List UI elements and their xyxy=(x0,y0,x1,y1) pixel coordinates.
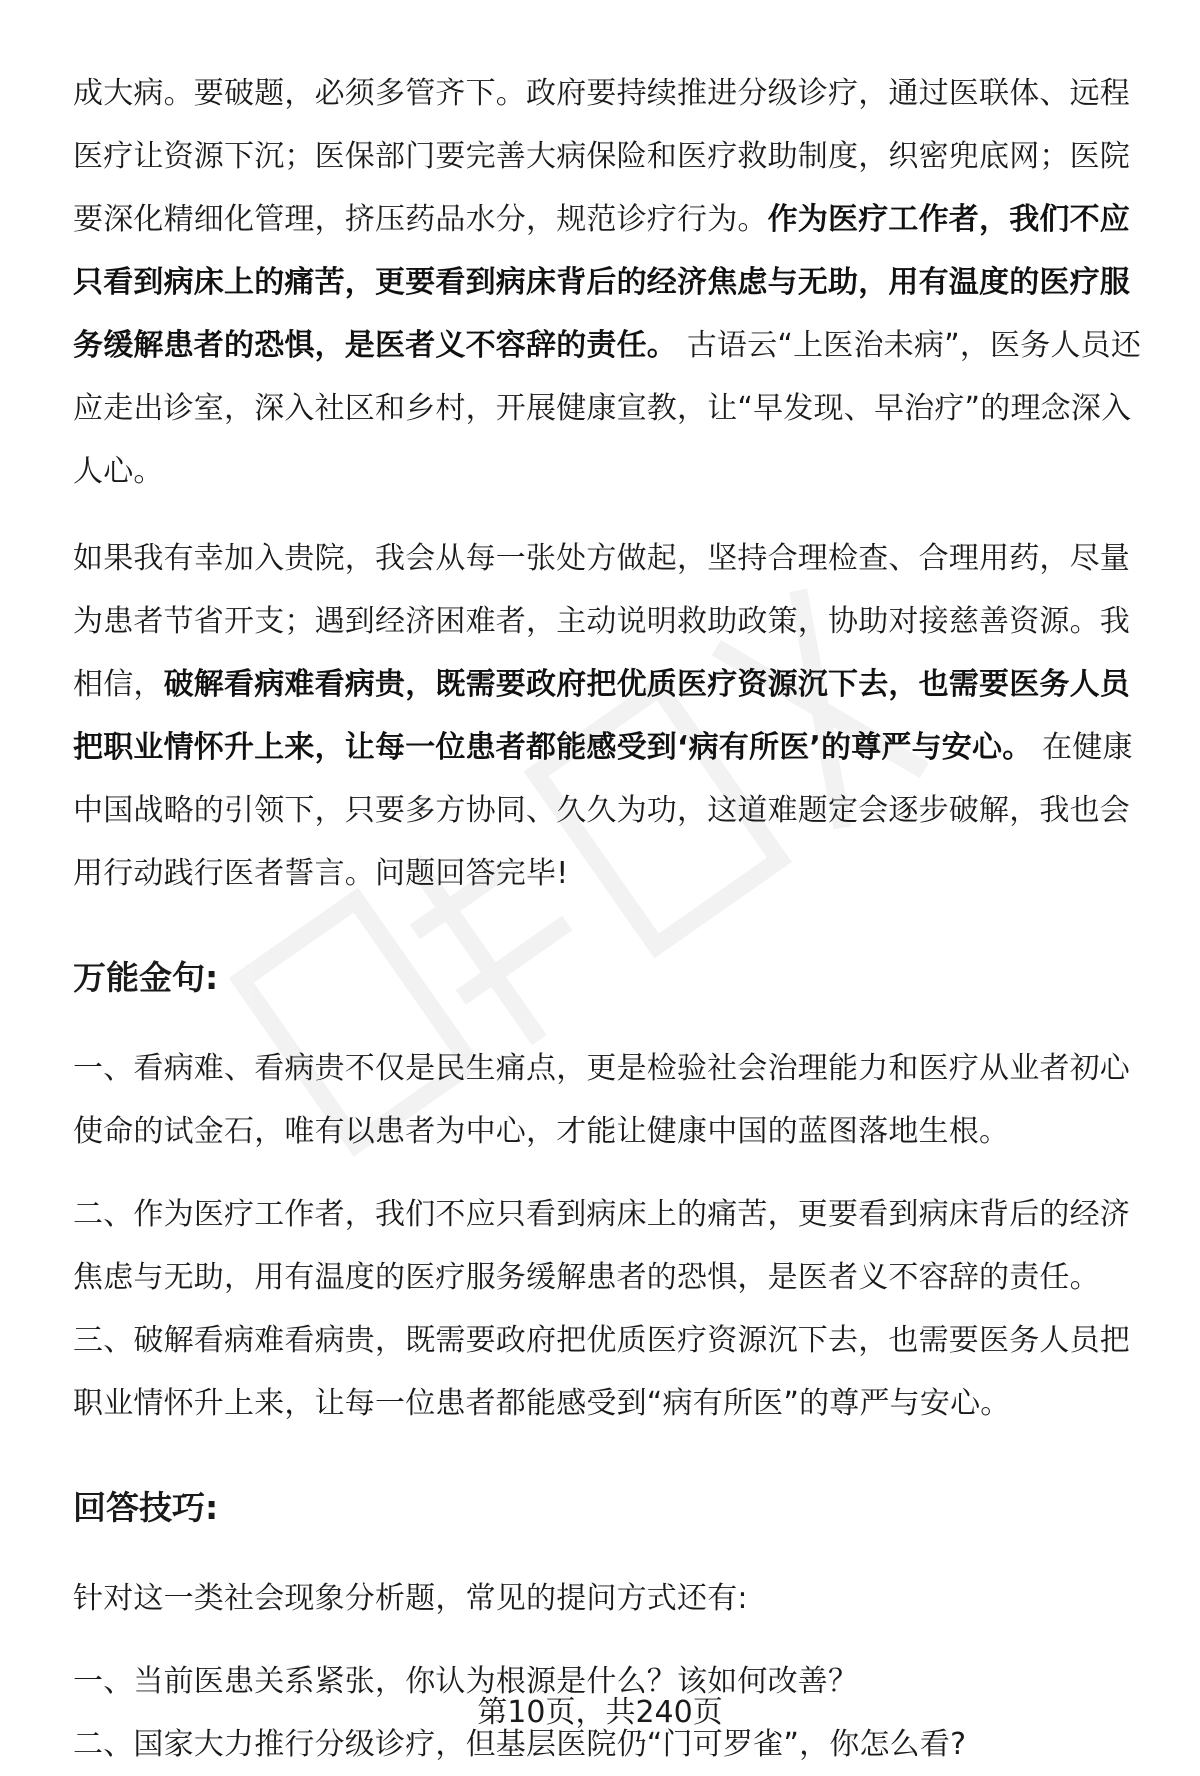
quote-item: 二、作为医疗工作者，我们不应只看到病床上的痛苦，更要看到病床背后的经济焦虑与无助，用有温度的医疗服务缓解患者的恐惧，是医者义不容辞的责任。 xyxy=(73,1197,1130,1295)
paragraph-2-text: 如果我有幸加入贵院，我会从每一张处方做起，坚持合理检查、合理用药，尽量为患者节省开支；遇到经济困难者，主动说明救助政策，协助对接慈善资源。我相信， xyxy=(73,541,1130,702)
quote-item: 三、破解看病难看病贵，既需要政府把优质医疗资源沉下去，也需要医务人员把职业情怀升上来，让每一位患者都能感受到“病有所医”的尊严与安心。 xyxy=(73,1323,1130,1421)
document-page xyxy=(73,62,1153,1776)
paragraph-2-bold: 破解看病难看病贵，既需要政府把优质医疗资源沉下去，也需要医务人员把职业情怀升上来，让每一位患者都能感受到‘病有所医’的尊严与安心。 xyxy=(73,667,1131,765)
section-heading-golden-sentences: 万能金句: xyxy=(73,958,219,997)
tip-item: 一、当前医患关系紧张，你认为根源是什么？该如何改善？ xyxy=(73,1664,859,1699)
tip-item: 二、国家大力推行分级诊疗，但基层医院仍“门可罗雀”，你怎么看? xyxy=(73,1727,967,1762)
paragraph-2 xyxy=(73,527,1153,905)
tips-intro: 针对这一类社会现象分析题，常见的提问方式还有: xyxy=(73,1581,748,1616)
page-number: 第10页，共240页 xyxy=(477,1695,723,1730)
paragraph-1-bold: 作为医疗工作者，我们不应只看到病床上的痛苦，更要看到病床背后的经济焦虑与无助，用有温度的医疗服务缓解患者的恐惧，是医者义不容辞的责任。 xyxy=(73,202,1131,363)
paragraph-2-tail: 在健康中国战略的引领下，只要多方协同、久久为功，这道难题定会逐步破解，我也会用行动践行医者誓言。问题回答完毕! xyxy=(73,730,1133,891)
section-heading-answer-tips: 回答技巧: xyxy=(73,1488,219,1527)
quote-item: 一、看病难、看病贵不仅是民生痛点，更是检验社会治理能力和医疗从业者初心使命的试金石，唯有以患者为中心，才能让健康中国的蓝图落地生根。 xyxy=(73,1051,1130,1149)
paragraph-1-tail: 古语云“上医治未病”，医务人员还应走出诊室，深入社区和乡村，开展健康宣教，让“早发现、早治疗”的理念深入人心。 xyxy=(73,328,1142,489)
paragraph-1-text: 成大病。要破题，必须多管齐下。政府要持续推进分级诊疗，通过医联体、远程医疗让资源下沉；医保部门要完善大病保险和医疗救助制度，织密兜底网；医院要深化精细化管理，挤压药品水分，规范诊疗行为。 xyxy=(73,76,1130,237)
paragraph-1 xyxy=(73,62,1153,503)
